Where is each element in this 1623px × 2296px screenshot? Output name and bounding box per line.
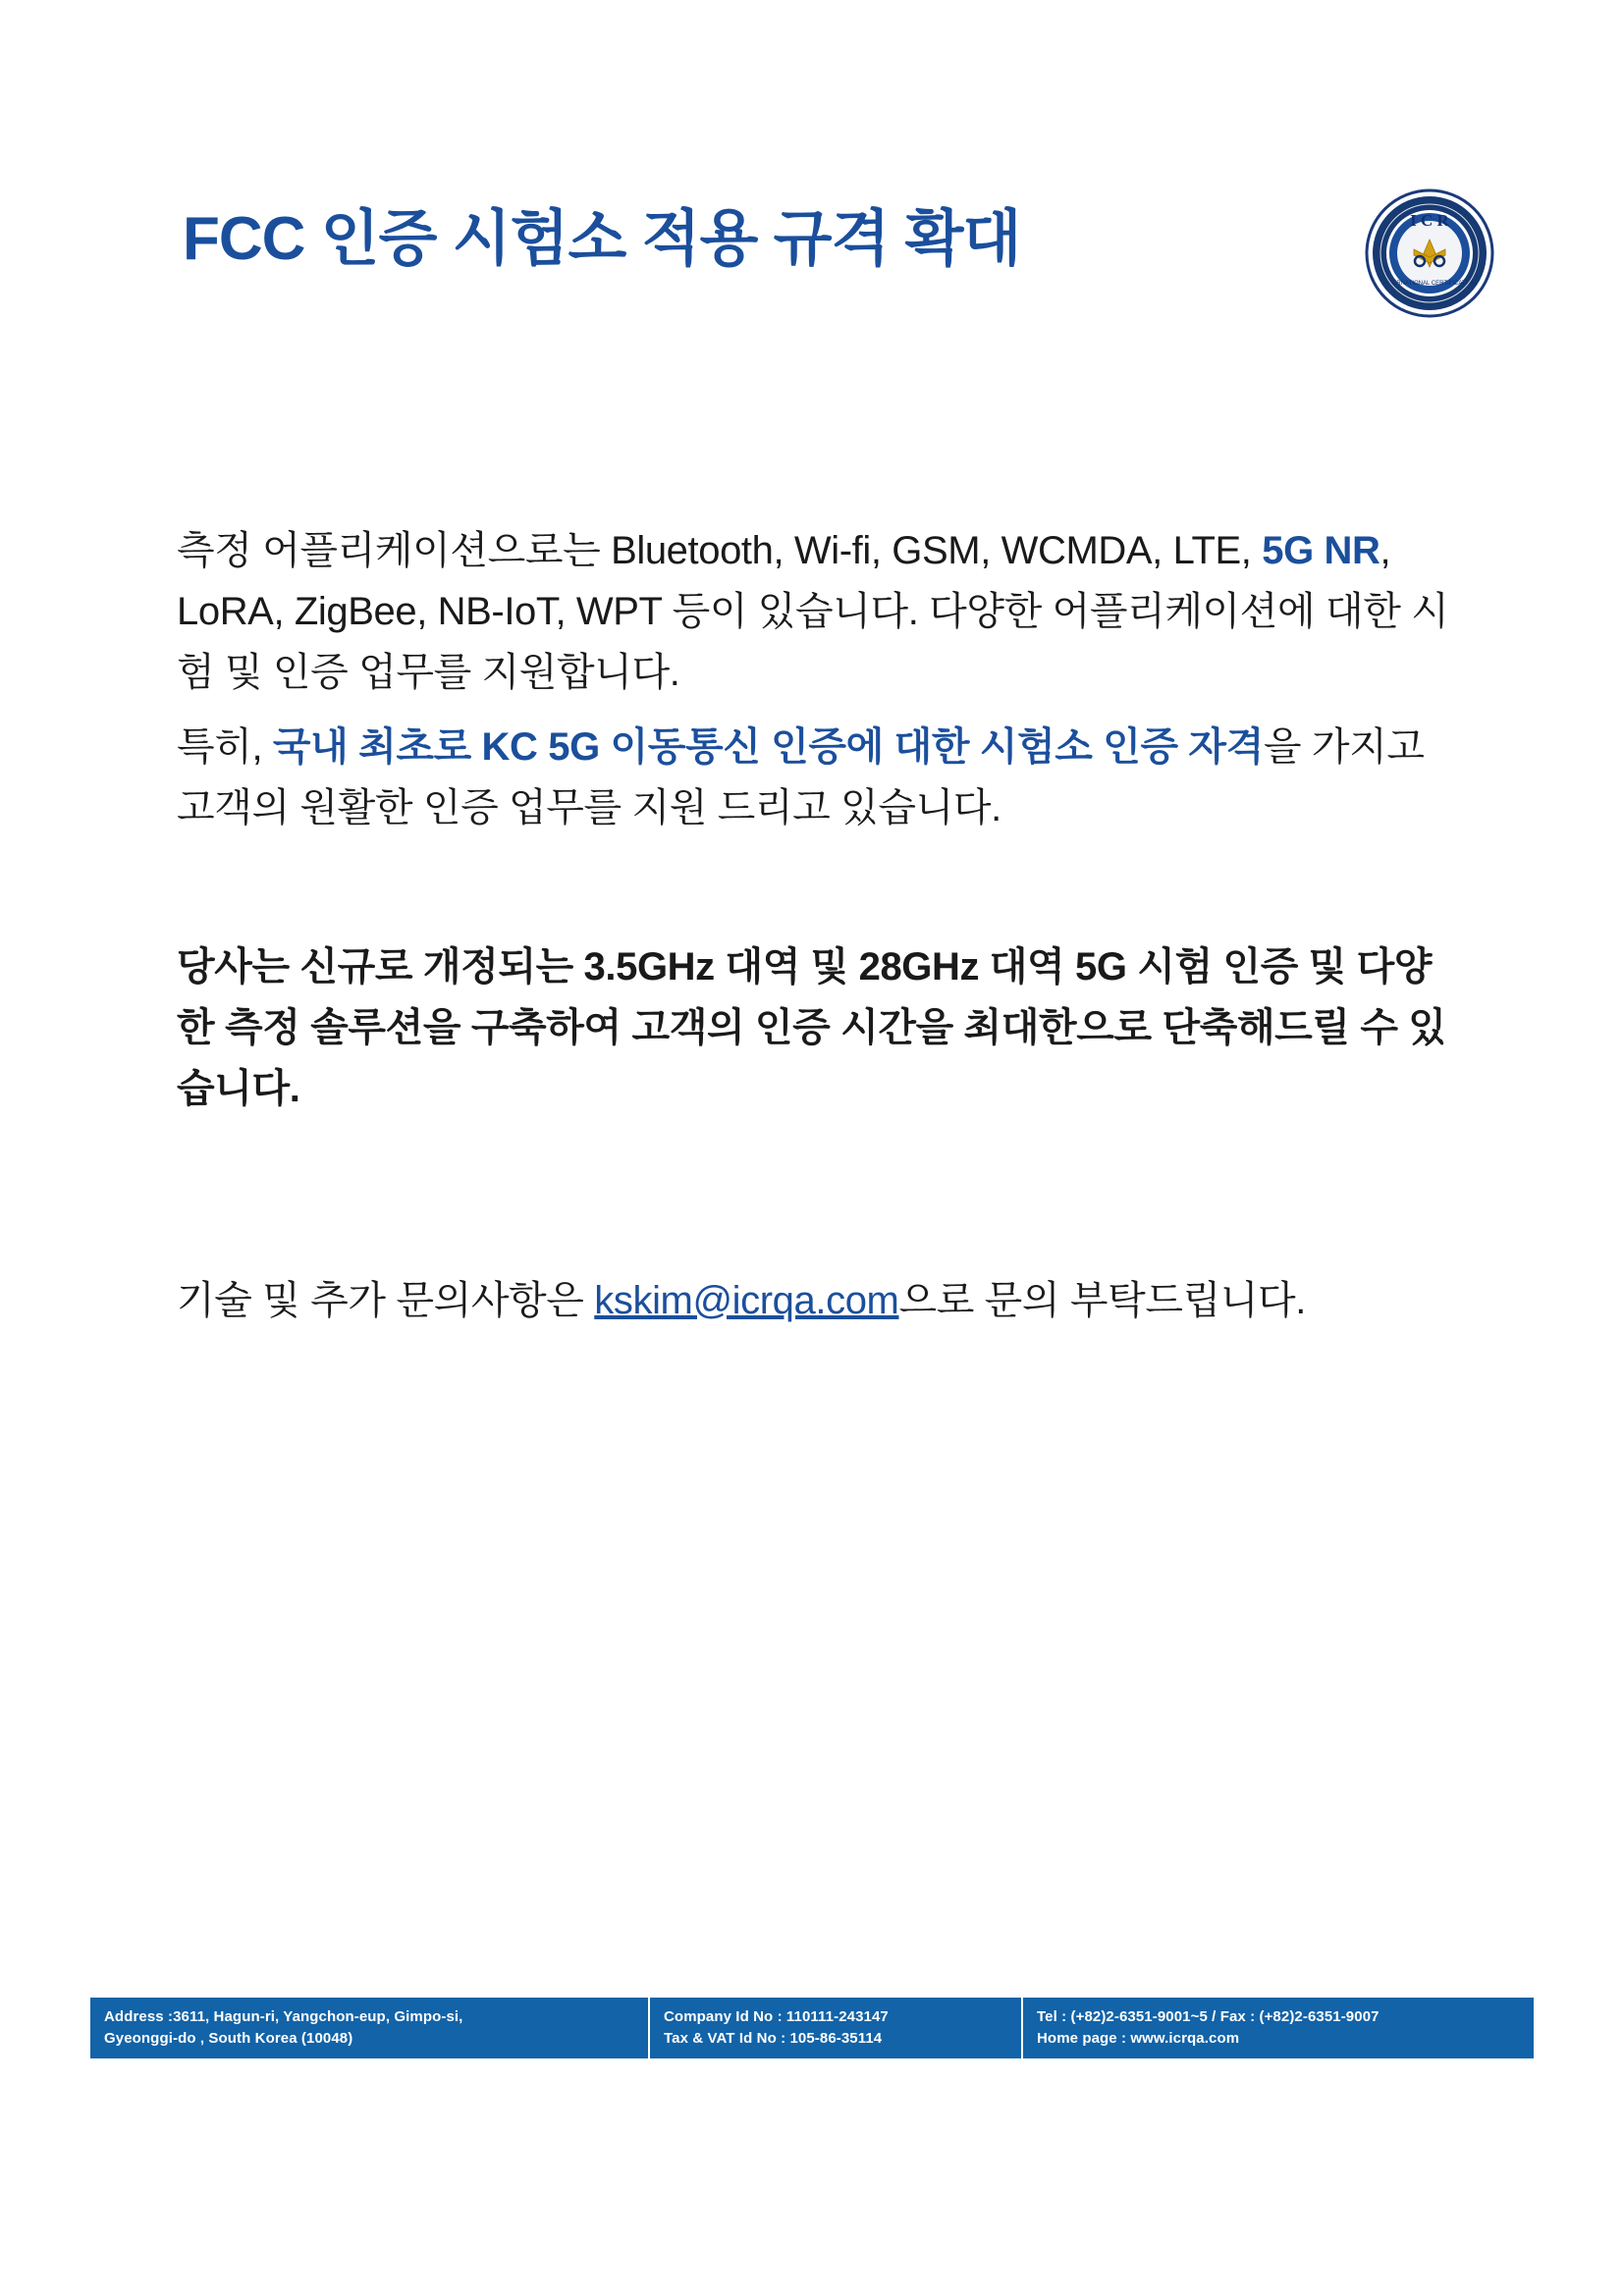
paragraph-kc5g-text-1: 특히, [177, 725, 273, 769]
paragraph-applications-text-2: , LoRA, ZigBee, NB-IoT, WPT 등이 있습니다. 다양한 어플리케이션에 대한 시험 및 인증 업무를 지원합니다. [177, 529, 1449, 694]
footer-address [90, 1998, 648, 2058]
footer-company-line2: Tax & VAT Id No : 105-86-35114 [664, 2030, 883, 2047]
footer-address-line2: Gyeonggi-do , South Korea (10048) [104, 2030, 353, 2047]
paragraph-contact-text-1: 기술 및 추가 문의사항은 [177, 1279, 595, 1322]
svg-text:INTERNATIONAL CERTIFICATION: INTERNATIONAL CERTIFICATION [1382, 281, 1477, 287]
email-link[interactable]: kskim@icrqa.com [594, 1279, 899, 1322]
paragraph-applications [177, 520, 1453, 703]
paragraph-kc5g-text-2: 을 가지고 고객의 원활한 인증 업무를 지원 드리고 있습니다. [177, 725, 1425, 829]
spacer [177, 1133, 1453, 1270]
footer-contact-line1: Tel : (+82)2-6351-9001~5 / Fax : (+82)2-6351-9007 [1037, 2007, 1380, 2025]
paragraph-kc5g [177, 717, 1453, 838]
footer-contact-line2: Home page : www.icrqa.com [1037, 2030, 1240, 2047]
footer-company-ids [648, 1998, 1021, 2058]
paragraph-applications-text-1: 측정 어플리케이션으로는 Bluetooth, Wi-fi, GSM, WCMDA, LTE, [177, 529, 1263, 572]
spacer [177, 852, 1453, 936]
footer-contact [1021, 1998, 1534, 2058]
paragraph-contact [177, 1270, 1453, 1331]
highlight-5g-nr: 5G NR [1262, 529, 1380, 572]
paragraph-contact-text-2: 으로 문의 부탁드립니다. [898, 1279, 1307, 1322]
document-body [177, 520, 1453, 1345]
paragraph-bands: 당사는 신규로 개정되는 3.5GHz 대역 및 28GHz 대역 5G 시험 인증 및 다양한 측정 솔루션을 구축하여 고객의 인증 시간을 최대한으로 단축해드릴 수 있습니다. [177, 945, 1446, 1110]
icr-logo-icon [1365, 188, 1494, 318]
page-title: FCC 인증 시험소 적용 규격 확대 [183, 205, 1021, 273]
highlight-kc-5g: 국내 최초로 KC 5G 이동통신 인증에 대한 시험소 인증 자격 [272, 725, 1264, 769]
footer-address-line1: Address :3611, Hagun-ri, Yangchon-eup, Gimpo-si, [104, 2007, 463, 2025]
footer-bar [90, 1998, 1534, 2058]
svg-text:I C R: I C R [1410, 211, 1449, 230]
footer-company-line1: Company Id No : 110111-243147 [664, 2007, 889, 2025]
